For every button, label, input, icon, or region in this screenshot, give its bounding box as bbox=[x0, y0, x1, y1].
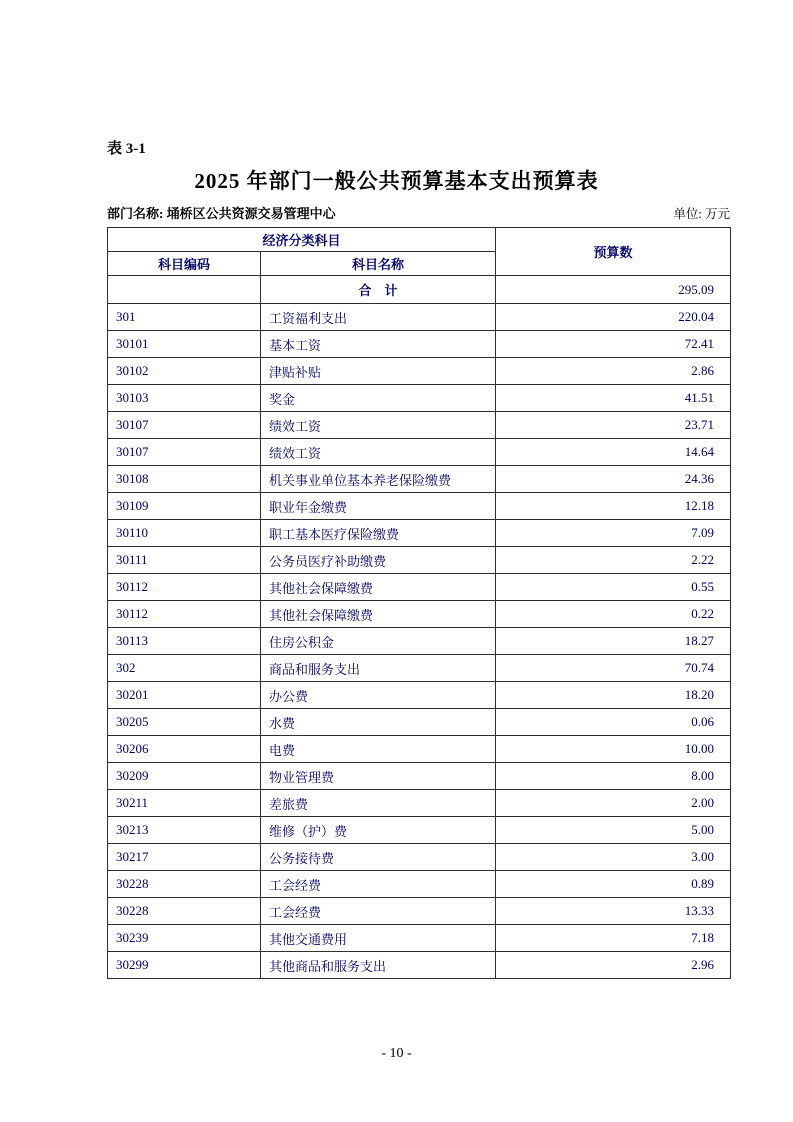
budget-amount: 7.18 bbox=[496, 925, 731, 952]
subject-name: 差旅费 bbox=[261, 790, 496, 817]
subject-code: 30107 bbox=[108, 412, 261, 439]
subject-code: 302 bbox=[108, 655, 261, 682]
budget-amount: 0.89 bbox=[496, 871, 731, 898]
subject-code: 30201 bbox=[108, 682, 261, 709]
budget-amount: 24.36 bbox=[496, 466, 731, 493]
subject-name: 绩效工资 bbox=[261, 412, 496, 439]
header-row-group bbox=[108, 228, 731, 252]
subject-name: 职业年金缴费 bbox=[261, 493, 496, 520]
subject-name: 商品和服务支出 bbox=[261, 655, 496, 682]
table-row bbox=[108, 709, 731, 736]
table-row bbox=[108, 331, 731, 358]
subject-code: 30109 bbox=[108, 493, 261, 520]
table-row bbox=[108, 898, 731, 925]
budget-amount: 70.74 bbox=[496, 655, 731, 682]
table-row bbox=[108, 439, 731, 466]
subject-name: 奖金 bbox=[261, 385, 496, 412]
page-title: 2025 年部门一般公共预算基本支出预算表 bbox=[194, 169, 599, 193]
subject-name: 工会经费 bbox=[261, 871, 496, 898]
subject-code: 30299 bbox=[108, 952, 261, 979]
subject-name: 机关事业单位基本养老保险缴费 bbox=[261, 466, 496, 493]
subject-name: 其他社会保障缴费 bbox=[261, 601, 496, 628]
subject-name: 工资福利支出 bbox=[261, 304, 496, 331]
table-row bbox=[108, 628, 731, 655]
budget-amount: 3.00 bbox=[496, 844, 731, 871]
budget-amount: 5.00 bbox=[496, 817, 731, 844]
subject-code: 30228 bbox=[108, 898, 261, 925]
budget-amount: 2.00 bbox=[496, 790, 731, 817]
header-budget-amount: 预算数 bbox=[496, 228, 731, 276]
budget-amount: 18.27 bbox=[496, 628, 731, 655]
header-subject-name: 科目名称 bbox=[261, 252, 496, 276]
subject-name: 职工基本医疗保险缴费 bbox=[261, 520, 496, 547]
meta-row bbox=[107, 203, 730, 222]
budget-amount: 2.22 bbox=[496, 547, 731, 574]
subject-name: 维修（护）费 bbox=[261, 817, 496, 844]
budget-amount: 12.18 bbox=[496, 493, 731, 520]
table-number-label: 表 3-1 bbox=[107, 141, 146, 157]
total-label: 合 计 bbox=[261, 276, 496, 304]
table-row bbox=[108, 547, 731, 574]
subject-name: 办公费 bbox=[261, 682, 496, 709]
subject-name: 基本工资 bbox=[261, 331, 496, 358]
subject-code: 30217 bbox=[108, 844, 261, 871]
subject-code: 30108 bbox=[108, 466, 261, 493]
table-row bbox=[108, 304, 731, 331]
page-number: - 10 - bbox=[381, 1046, 412, 1061]
budget-amount: 18.20 bbox=[496, 682, 731, 709]
total-code-empty bbox=[108, 276, 261, 304]
header-subject-code: 科目编码 bbox=[108, 252, 261, 276]
budget-amount: 13.33 bbox=[496, 898, 731, 925]
subject-name: 公务员医疗补助缴费 bbox=[261, 547, 496, 574]
budget-amount: 10.00 bbox=[496, 736, 731, 763]
table-row bbox=[108, 790, 731, 817]
subject-name: 其他交通费用 bbox=[261, 925, 496, 952]
table-row bbox=[108, 358, 731, 385]
budget-amount: 72.41 bbox=[496, 331, 731, 358]
budget-amount: 2.86 bbox=[496, 358, 731, 385]
subject-code: 30102 bbox=[108, 358, 261, 385]
table-row bbox=[108, 763, 731, 790]
table-row bbox=[108, 412, 731, 439]
subject-code: 30110 bbox=[108, 520, 261, 547]
table-row bbox=[108, 925, 731, 952]
subject-name: 电费 bbox=[261, 736, 496, 763]
table-row bbox=[108, 871, 731, 898]
table-row bbox=[108, 952, 731, 979]
header-economic-classification: 经济分类科目 bbox=[108, 228, 496, 252]
subject-name: 住房公积金 bbox=[261, 628, 496, 655]
subject-code: 30213 bbox=[108, 817, 261, 844]
subject-code: 30239 bbox=[108, 925, 261, 952]
subject-code: 30211 bbox=[108, 790, 261, 817]
budget-amount: 7.09 bbox=[496, 520, 731, 547]
subject-name: 其他商品和服务支出 bbox=[261, 952, 496, 979]
subject-code: 30112 bbox=[108, 574, 261, 601]
budget-table bbox=[107, 227, 731, 979]
table-row bbox=[108, 817, 731, 844]
subject-code: 30107 bbox=[108, 439, 261, 466]
subject-code: 30103 bbox=[108, 385, 261, 412]
subject-code: 30209 bbox=[108, 763, 261, 790]
subject-code: 30113 bbox=[108, 628, 261, 655]
table-row bbox=[108, 736, 731, 763]
subject-code: 30112 bbox=[108, 601, 261, 628]
budget-amount: 23.71 bbox=[496, 412, 731, 439]
subject-code: 30228 bbox=[108, 871, 261, 898]
subject-name: 物业管理费 bbox=[261, 763, 496, 790]
table-row bbox=[108, 520, 731, 547]
subject-code: 30206 bbox=[108, 736, 261, 763]
budget-amount: 41.51 bbox=[496, 385, 731, 412]
budget-amount: 2.96 bbox=[496, 952, 731, 979]
table-row bbox=[108, 493, 731, 520]
total-row bbox=[108, 276, 731, 304]
table-row bbox=[108, 682, 731, 709]
table-row bbox=[108, 655, 731, 682]
subject-name: 其他社会保障缴费 bbox=[261, 574, 496, 601]
total-value: 295.09 bbox=[496, 276, 731, 304]
budget-amount: 8.00 bbox=[496, 763, 731, 790]
budget-amount: 0.55 bbox=[496, 574, 731, 601]
subject-name: 绩效工资 bbox=[261, 439, 496, 466]
table-row bbox=[108, 466, 731, 493]
table-row bbox=[108, 601, 731, 628]
unit-label: 单位: 万元 bbox=[673, 207, 730, 221]
budget-amount: 220.04 bbox=[496, 304, 731, 331]
subject-name: 公务接待费 bbox=[261, 844, 496, 871]
budget-amount: 0.22 bbox=[496, 601, 731, 628]
subject-name: 津贴补贴 bbox=[261, 358, 496, 385]
subject-code: 301 bbox=[108, 304, 261, 331]
table-row bbox=[108, 385, 731, 412]
subject-code: 30101 bbox=[108, 331, 261, 358]
subject-name: 工会经费 bbox=[261, 898, 496, 925]
budget-amount: 0.06 bbox=[496, 709, 731, 736]
subject-code: 30205 bbox=[108, 709, 261, 736]
table-row bbox=[108, 844, 731, 871]
subject-code: 30111 bbox=[108, 547, 261, 574]
department-name: 部门名称: 埇桥区公共资源交易管理中心 bbox=[107, 206, 336, 221]
subject-name: 水费 bbox=[261, 709, 496, 736]
budget-amount: 14.64 bbox=[496, 439, 731, 466]
table-row bbox=[108, 574, 731, 601]
